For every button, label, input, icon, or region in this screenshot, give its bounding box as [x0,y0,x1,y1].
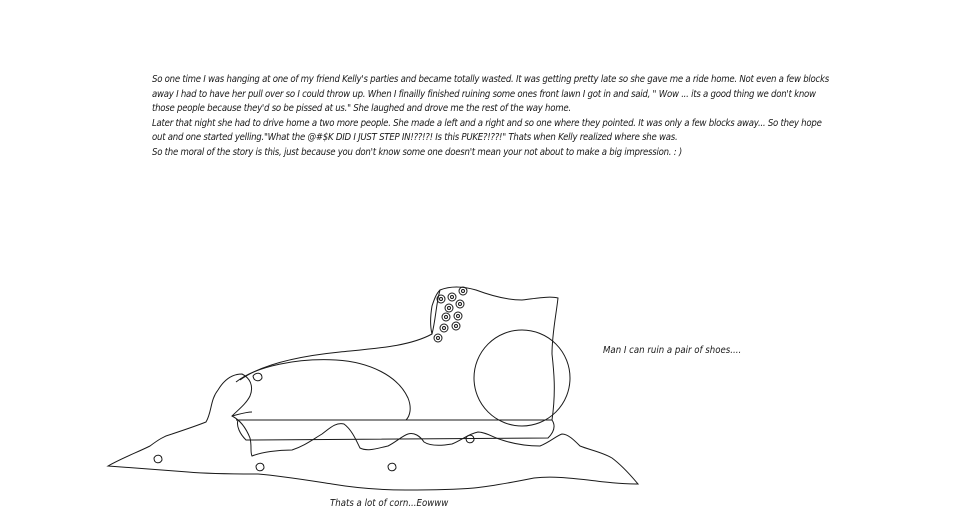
story-paragraph-1: So one time I was hanging at one of my friend Kelly's parties and became totally wasted. It was getting pretty late so she gave me a ride home. Not even a few blocks away I had to have her pull over so I could throw up. When I finailly finished ruining some ones front lawn I got in and said, " Wow ... its a good thing we don't know those people because they'd so be pissed at us." She laughed and drove me the rest of the way home. [152,74,829,115]
shoe-upper [240,287,558,420]
corn-kernels [154,373,474,471]
corn-caption: Thats a lot of corn...Eowww [330,498,449,509]
story-paragraph-2: Later that night she had to drive home a two more people. She made a left and a right and so one where they pointed. It was only a few blocks away... So they hope out and one started yelling."What the @#$K DID I JUST STEP IN!??!?! Is this PUKE?!??!" Thats when Kelly realized where she was. [152,117,822,144]
puke-puddle [108,374,638,490]
shoe-ankle-patch [474,330,570,426]
shoe-toe-cap [236,360,410,420]
shoe-eyelets [434,287,467,342]
story-paragraph-3: So the moral of the story is this, just because you don't know some one doesn't mean your not about to make a big impression. : ) [152,146,682,158]
shoes-caption: Man I can ruin a pair of shoes.... [603,345,742,356]
